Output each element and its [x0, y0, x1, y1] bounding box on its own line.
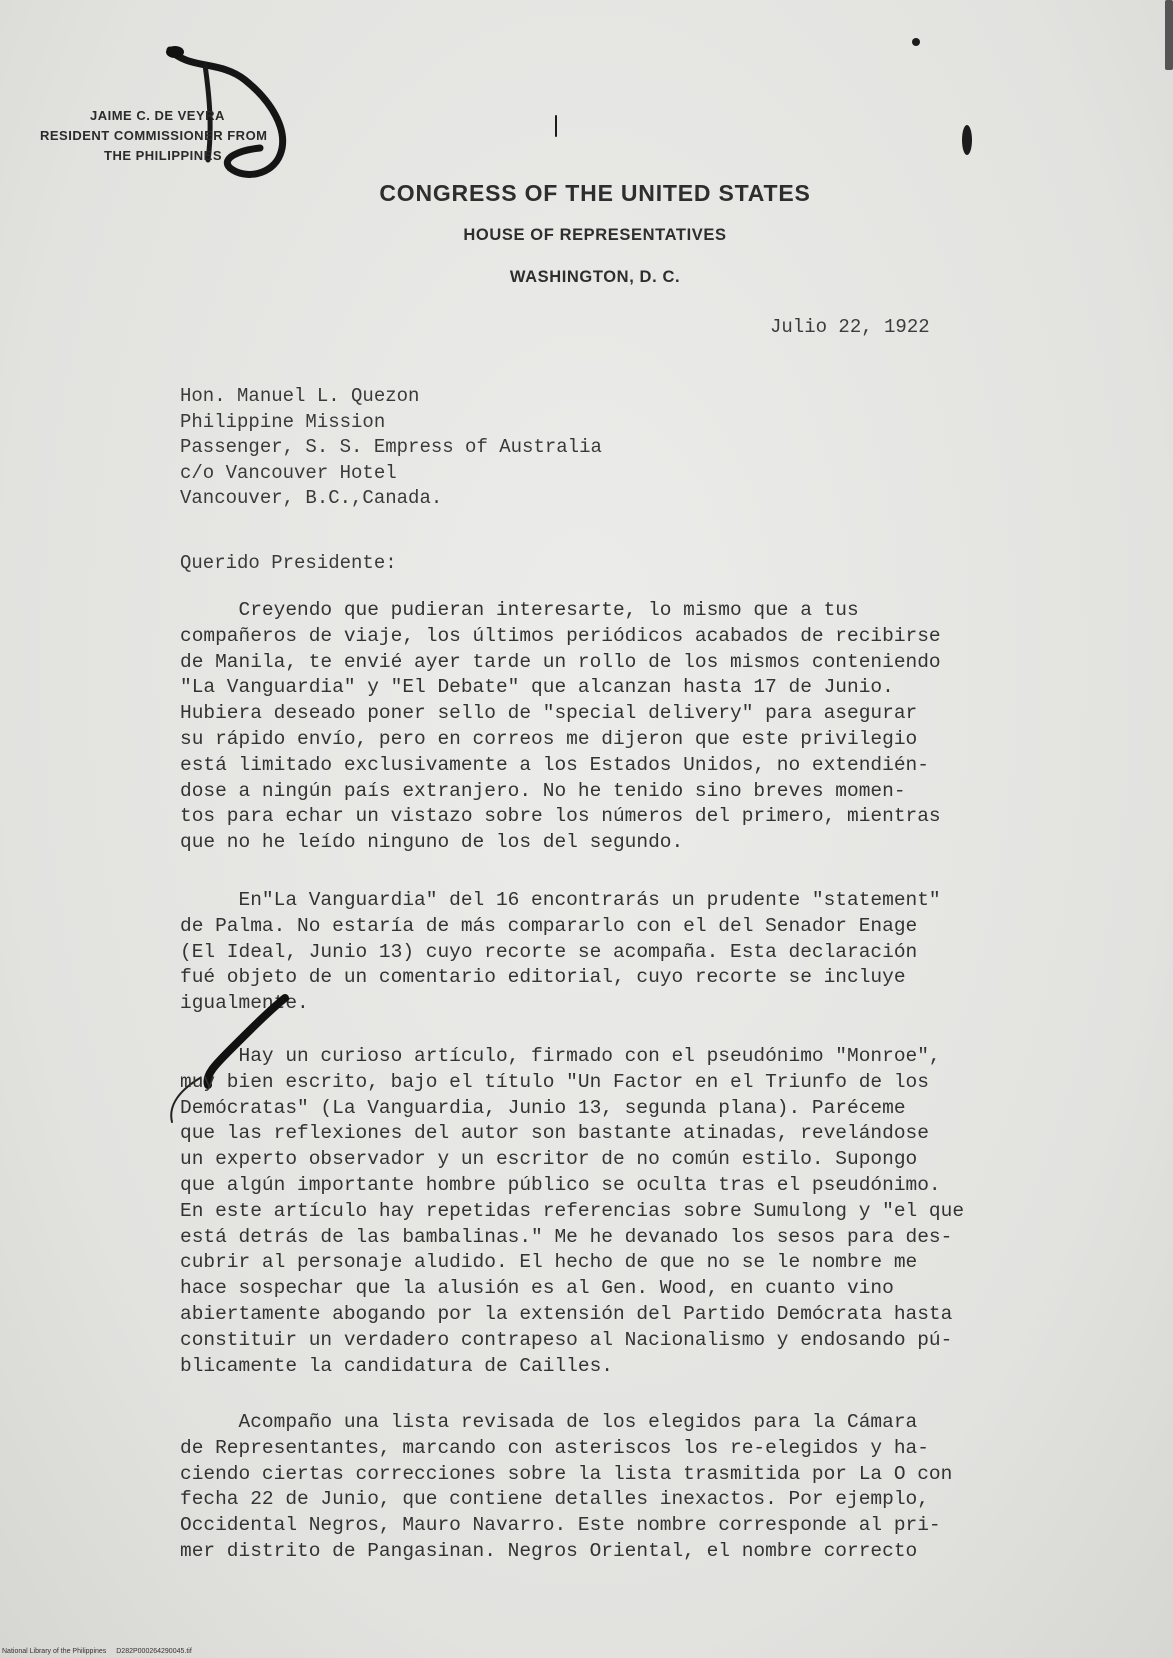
text-line: En"La Vanguardia" del 16 encontrarás un prudente "statement" [180, 889, 941, 911]
letterhead-city: WASHINGTON, D. C. [509, 268, 681, 286]
body-paragraph [180, 598, 941, 856]
file-identifier: D282P000264290045.tif [116, 1648, 192, 1655]
text-line: Hubiera deseado poner sello de "special delivery" para asegurar [180, 702, 918, 725]
address-line: c/o Vancouver Hotel [180, 461, 397, 484]
ink-spot [1165, 0, 1173, 70]
ink-spot [555, 115, 557, 137]
text-line: Occidental Negros, Mauro Navarro. Este nombre corresponde al pri- [180, 1514, 941, 1537]
recipient-address [180, 384, 602, 512]
address-line: Hon. Manuel L. Quezon [180, 385, 420, 407]
ink-spot [962, 125, 972, 155]
text-line: que no he leído ninguno de los del segundo. [180, 831, 684, 854]
text-line: fué objeto de un comentario editorial, cuyo recorte se incluye [180, 966, 906, 989]
letterhead-house: HOUSE OF REPRESENTATIVES [463, 226, 727, 244]
text-line: mer distrito de Pangasinan. Negros Oriental, el nombre correcto [180, 1539, 918, 1562]
sender-name: JAIME C. DE VEYRA [90, 108, 225, 123]
letterhead-congress: CONGRESS OF THE UNITED STATES [379, 180, 811, 206]
sender-title: RESIDENT COMMISSIONER FROM [40, 128, 268, 143]
text-line: En este artículo hay repetidas referencias sobre Sumulong y "el que [180, 1199, 965, 1222]
library-credit: National Library of the Philippines [2, 1648, 107, 1655]
text-line: constituir un verdadero contrapeso al Nacionalismo y endosando pú- [180, 1328, 953, 1351]
text-line: hace sospechar que la alusión es al Gen. Wood, en cuanto vino [180, 1277, 894, 1300]
address-line: Vancouver, B.C.,Canada. [180, 487, 443, 509]
text-line: que las reflexiones del autor son bastante atinadas, revelándose [180, 1122, 929, 1145]
letter-date: Julio 22, 1922 [770, 316, 930, 338]
text-line: un experto observador y un escritor de no común estilo. Supongo [180, 1148, 918, 1171]
text-line: ciendo ciertas correcciones sobre la lista trasmitida por La O con [180, 1462, 953, 1485]
text-line: Hay un curioso artículo, firmado con el pseudónimo "Monroe", [180, 1045, 941, 1067]
address-line: Philippine Mission [180, 410, 386, 433]
text-line: de Palma. No estaría de más compararlo con el del Senador Enage [180, 914, 918, 937]
text-line: tos para echar un vistazo sobre los números del primero, mientras [180, 805, 941, 828]
address-line: Passenger, S. S. Empress of Australia [180, 436, 602, 458]
text-line: de Representantes, marcando con asteriscos los re-elegidos y ha- [180, 1436, 929, 1459]
text-line: muy bien escrito, bajo el título "Un Factor en el Triunfo de los [180, 1070, 929, 1093]
text-line: está limitado exclusivamente a los Estados Unidos, no extendién- [180, 753, 929, 776]
text-line: (El Ideal, Junio 13) cuyo recorte se acompaña. Esta declaración [180, 940, 918, 963]
archive-footer [2, 1648, 200, 1655]
sender-stamp [40, 106, 320, 166]
text-line: igualmente. [180, 992, 309, 1015]
text-line: cubrir al personaje aludido. El hecho de que no se le nombre me [180, 1251, 918, 1274]
text-line: su rápido envío, pero en correos me dijeron que este privilegio [180, 727, 918, 750]
text-line: abiertamente abogando por la extensión del Partido Demócrata hasta [180, 1302, 953, 1325]
text-line: Demócratas" (La Vanguardia, Junio 13, segunda plana). Paréceme [180, 1096, 906, 1119]
text-line: está detrás de las bambalinas." Me he devanado los sesos para des- [180, 1225, 953, 1248]
text-line: de Manila, te envié ayer tarde un rollo de los mismos conteniendo [180, 650, 941, 673]
text-line: Creyendo que pudieran interesarte, lo mismo que a tus [180, 599, 859, 621]
body-paragraph [180, 1044, 964, 1379]
ink-spot [912, 38, 920, 46]
salutation: Querido Presidente: [180, 552, 397, 574]
sender-place: THE PHILIPPINES [104, 148, 223, 163]
text-line: "La Vanguardia" y "El Debate" que alcanzan hasta 17 de Junio. [180, 676, 894, 699]
body-paragraph [180, 1410, 952, 1565]
text-line: fecha 22 de Junio, que contiene detalles inexactos. Por ejemplo, [180, 1488, 929, 1511]
text-line: blicamente la candidatura de Cailles. [180, 1354, 613, 1377]
text-line: Acompaño una lista revisada de los elegidos para la Cámara [180, 1411, 918, 1433]
text-line: dose a ningún país extranjero. No he tenido sino breves momen- [180, 779, 906, 802]
text-line: compañeros de viaje, los últimos periódicos acabados de recibirse [180, 624, 941, 647]
text-line: que algún importante hombre público se oculta tras el pseudónimo. [180, 1173, 941, 1196]
